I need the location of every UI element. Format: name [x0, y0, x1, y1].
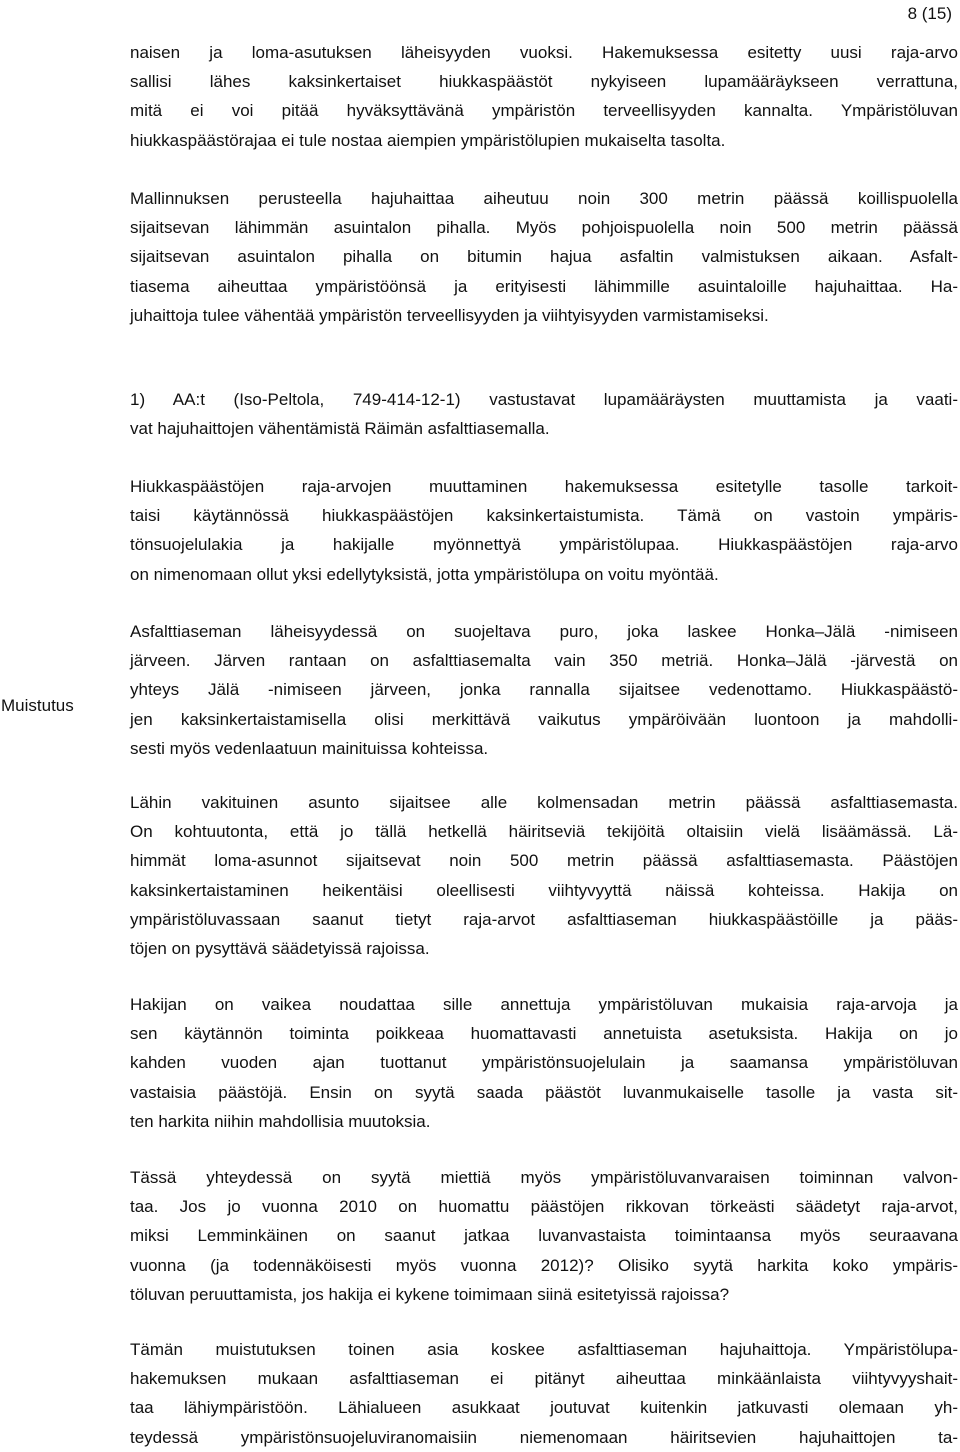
text-line: himmät loma-asunnot sijaitsevat noin 500 metrin päässä asfalttiasemasta. Päästöjen [130, 851, 958, 871]
text-line: tönsuojelulakia ja hakijalle myönnettyä ympäristölupaa. Hiukkaspäästöjen raja-arvo [130, 535, 958, 555]
text-line: kaksinkertaistaminen heikentäisi oleellisesti viihtyvyyttä näissä kohteissa. Hakija on [130, 880, 958, 900]
paragraph [130, 617, 958, 763]
text-line: Tämän muistutuksen toinen asia koskee asfalttiaseman hajuhaittoja. Ympäristölupa- [130, 1340, 958, 1359]
text-line: yhteys Jälä -nimiseen järveen, jonka rannalla sijaitsee vedenottamo. Hiukkaspäästö- [130, 680, 958, 700]
paragraph [130, 788, 958, 963]
section-label-muistutus: Muistutus [1, 696, 74, 715]
text-line: Lähin vakituinen asunto sijaitsee alle kolmensadan metrin päässä asfalttiasemasta. [130, 793, 958, 812]
text-line: sijaitsevan lähimmän asuintalon pihalla. Myös pohjoispuolella noin 500 metrin päässä [130, 218, 958, 238]
text-line: taa lähiympäristöön. Lähialueen asukkaat joutuvat kuitenkin jatkuvasti olemaan yh- [130, 1398, 958, 1418]
text-line: ympäristöluvassaan saanut tietyt raja-arvot asfalttiaseman hiukkaspäästöille ja pääs- [130, 909, 958, 929]
text-line: On kohtuutonta, että jo tällä hetkellä häiritseviä tekijöitä oltaisiin vielä lisäämässä. Lä- [130, 822, 958, 842]
paragraph [130, 1163, 958, 1309]
paragraph [130, 184, 958, 330]
text-line: ten harkita niihin mahdollisia muutoksia. [130, 1111, 431, 1131]
text-line: sen käytännön toiminta poikkeaa huomattavasti annetuista asetuksista. Hakija on jo [130, 1024, 958, 1044]
text-line: hiukkaspäästörajaa ei tule nostaa aiempien ympäristölupien mukaiselta tasolta. [130, 130, 726, 150]
text-line: töjen on pysyttävä säädetyissä rajoissa. [130, 938, 430, 958]
text-line: mitä ei voi pitää hyväksyttävänä ympäristön terveellisyyden kannalta. Ympäristöluvan [130, 101, 958, 121]
paragraph [130, 990, 958, 1136]
text-line: teydessä ympäristönsuojeluviranomaisiin niemenomaan häiritsevien hajuhaittojen ta- [130, 1427, 958, 1447]
text-line: taisi käytännössä hiukkaspäästöjen kaksinkertaistumista. Tämä on vastoin ympäris- [130, 506, 958, 526]
text-line: sallisi lähes kaksinkertaiset hiukkaspäästöt nykyiseen lupamääräykseen verrattuna, [130, 72, 958, 92]
text-line: juhaittoja tulee vähentää ympäristön terveellisyyden ja viihtyisyyden varmistamiseksi. [130, 305, 769, 325]
text-line: sijaitsevan asuintalon pihalla on bitumin hajua asfaltin valmistuksen aikaan. Asfalt- [130, 247, 958, 267]
text-line: vat hajuhaittojen vähentämistä Räimän asfalttiasemalla. [130, 419, 550, 439]
text-line: 1) AA:t (Iso-Peltola, 749-414-12-1) vastustavat lupamääräysten muuttamista ja vaati- [130, 390, 958, 409]
text-line: järveen. Järven rantaan on asfalttiasemalta vain 350 metriä. Honka–Jälä -järvestä on [130, 651, 958, 671]
paragraph [130, 38, 958, 155]
text-line: miksi Lemminkäinen on saanut jatkaa luvanvastaista toimintaansa myös seuraavana [130, 1226, 958, 1246]
text-line: töluvan peruuttamista, jos hakija ei kykene toimimaan siinä esitetyissä rajoissa? [130, 1284, 730, 1304]
text-line: Asfalttiaseman läheisyydessä on suojeltava puro, joka laskee Honka–Jälä -nimiseen [130, 622, 958, 641]
text-line: hakemuksen mukaan asfalttiaseman ei pitänyt aiheuttaa minkäänlaista viihtyvyyshait- [130, 1369, 958, 1389]
text-line: taa. Jos jo vuonna 2010 on huomattu päästöjen rikkovan törkeästi säädetyt raja-arvot, [130, 1197, 958, 1217]
text-line: kahden vuoden ajan tuottanut ympäristönsuojelulain ja saamansa ympäristöluvan [130, 1053, 958, 1073]
text-line: tiasema aiheuttaa ympäristöönsä ja erityisesti lähimmille asuintaloille hajuhaittaa. Ha- [130, 276, 958, 296]
paragraph [130, 472, 958, 589]
text-line: naisen ja loma-asutuksen läheisyyden vuoksi. Hakemuksessa esitetty uusi raja-arvo [130, 43, 958, 62]
text-line: Hiukkaspäästöjen raja-arvojen muuttaminen hakemuksessa esitetylle tasolle tarkoit- [130, 477, 958, 496]
paragraph [130, 1335, 958, 1452]
text-line: sesti myös vedenlaatuun mainituissa kohteissa. [130, 738, 489, 758]
text-line: on nimenomaan ollut yksi edellytyksistä, jotta ympäristölupa on voitu myöntää. [130, 564, 719, 584]
text-line: Mallinnuksen perusteella hajuhaittaa aiheutuu noin 300 metrin päässä koillispuolella [130, 189, 958, 208]
paragraph [130, 385, 958, 443]
text-line: vastaisia päästöjä. Ensin on syytä saada päästöt luvanmukaiselle tasolle ja vasta sit- [130, 1082, 958, 1102]
text-line: Hakijan on vaikea noudattaa sille annettuja ympäristöluvan mukaisia raja-arvoja ja [130, 995, 958, 1014]
page-number: 8 (15) [907, 4, 952, 23]
text-line: jen kaksinkertaistamisella olisi merkittävä vaikutus ympäröivään luontoon ja mahdolli- [130, 709, 958, 729]
text-line: Tässä yhteydessä on syytä miettiä myös ympäristöluvanvaraisen toiminnan valvon- [130, 1168, 958, 1187]
text-line: vuonna (ja todennäköisesti myös vuonna 2012)? Olisiko syytä harkita koko ympäris- [130, 1255, 958, 1275]
